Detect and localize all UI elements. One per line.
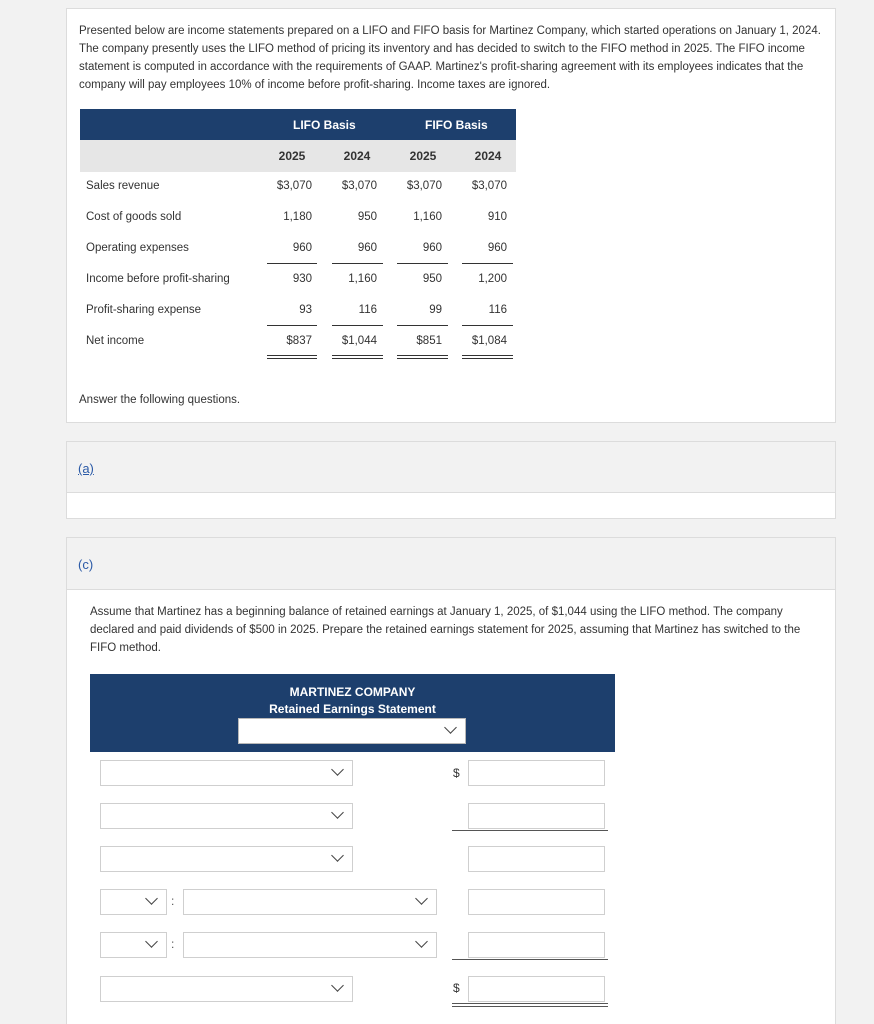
table-cell: $3,070	[471, 180, 507, 192]
row-label: Cost of goods sold	[86, 211, 182, 223]
table-cell: 1,200	[478, 273, 507, 285]
chevron-down-icon	[415, 892, 428, 905]
table-cell: 910	[487, 211, 507, 223]
problem-description: Presented below are income statements prepared on a LIFO and FIFO basis for Martinez Company, which started operations on January 1, 2024. The company presently uses the LIFO method of pricing its inventory and has decided to switch to the FIFO method in 2025. The FIFO income statement is computed in accordance with the requirements of GAAP. Martinez's profit-sharing agreement with its employees indicates that the company will pay employees 10% of income before profit-sharing. Income taxes are ignored.	[79, 25, 821, 91]
divider	[452, 1006, 608, 1007]
table-row	[80, 327, 516, 357]
table-cell: 950	[357, 211, 377, 223]
year-fifo-2024: 2024	[474, 149, 502, 163]
amount-input[interactable]	[468, 760, 605, 786]
account-select[interactable]	[183, 932, 437, 958]
amount-input[interactable]	[468, 889, 605, 915]
chevron-down-icon	[331, 763, 344, 776]
table-cell: $851	[416, 335, 442, 347]
part-a-card	[66, 441, 836, 519]
row-label: Profit-sharing expense	[86, 304, 202, 316]
dollar-sign: $	[453, 981, 460, 995]
table-row	[80, 203, 516, 233]
adjustment-type-select[interactable]	[100, 889, 167, 915]
chevron-down-icon	[331, 979, 344, 992]
fifo-header: FIFO Basis	[425, 118, 488, 132]
lifo-header: LIFO Basis	[293, 118, 356, 132]
table-cell: 930	[292, 273, 312, 285]
table-row	[80, 296, 516, 326]
table-cell: 960	[422, 242, 442, 254]
table-cell: 116	[358, 304, 377, 316]
dollar-sign: $	[453, 766, 460, 780]
statement-header	[90, 674, 615, 752]
problem-card	[66, 8, 836, 423]
adjustment-type-select[interactable]	[100, 932, 167, 958]
divider	[332, 325, 383, 326]
statement-date-select[interactable]	[238, 718, 466, 744]
table-cell: $1,084	[471, 335, 507, 347]
colon-separator: :	[171, 937, 175, 951]
year-lifo-2024: 2024	[343, 149, 371, 163]
table-row	[80, 172, 516, 202]
amount-input[interactable]	[468, 803, 605, 829]
chevron-down-icon	[444, 721, 457, 734]
part-c-instructions: Assume that Martinez has a beginning balance of retained earnings at January 1, 2025, of $1,044 using the LIFO method. The company declared and paid dividends of $500 in 2025. Prepare the retained earnings statement for 2025, assuming that Martinez has switched to the FIFO method.	[90, 606, 801, 654]
divider	[397, 325, 448, 326]
table-cell: $3,070	[276, 180, 312, 192]
divider	[332, 263, 383, 264]
table-cell: 1,160	[348, 273, 377, 285]
amount-input[interactable]	[468, 846, 605, 872]
table-cell: 99	[429, 304, 442, 316]
divider	[462, 355, 513, 356]
row-label: Income before profit-sharing	[86, 273, 230, 285]
divider	[267, 263, 317, 264]
table-cell: 950	[422, 273, 442, 285]
account-select[interactable]	[183, 889, 437, 915]
row-label: Net income	[86, 335, 145, 347]
account-select[interactable]	[100, 760, 353, 786]
company-name: MARTINEZ COMPANY	[289, 685, 416, 699]
year-fifo-2025: 2025	[409, 149, 437, 163]
table-cell: 1,160	[413, 211, 442, 223]
chevron-down-icon	[331, 849, 344, 862]
divider	[397, 355, 448, 356]
table-cell: 960	[292, 242, 312, 254]
year-lifo-2025: 2025	[278, 149, 306, 163]
answer-prompt: Answer the following questions.	[79, 394, 241, 406]
divider	[397, 263, 448, 264]
divider	[332, 355, 383, 356]
row-label: Sales revenue	[86, 180, 160, 192]
year-header-row	[80, 140, 516, 172]
divider	[452, 830, 608, 831]
divider	[452, 1003, 608, 1004]
table-cell: $3,070	[341, 180, 377, 192]
row-label: Operating expenses	[86, 242, 189, 254]
account-select[interactable]	[100, 846, 353, 872]
colon-separator: :	[171, 894, 175, 908]
table-cell: $1,044	[341, 335, 377, 347]
amount-input[interactable]	[468, 932, 605, 958]
account-select[interactable]	[100, 976, 353, 1002]
account-select[interactable]	[100, 803, 353, 829]
part-c-label: (c)	[78, 557, 94, 572]
table-cell: 116	[488, 304, 507, 316]
chevron-down-icon	[145, 935, 158, 948]
part-a-header[interactable]	[67, 442, 835, 493]
part-c-card	[66, 537, 836, 1024]
divider	[462, 263, 513, 264]
divider	[267, 358, 317, 359]
table-header	[80, 109, 516, 140]
divider	[397, 358, 448, 359]
chevron-down-icon	[415, 935, 428, 948]
amount-input[interactable]	[468, 976, 605, 1002]
statement-title: Retained Earnings Statement	[269, 702, 436, 716]
table-cell: $837	[286, 335, 312, 347]
table-cell: 960	[487, 242, 507, 254]
table-cell: 1,180	[283, 211, 312, 223]
divider	[462, 358, 513, 359]
table-cell: 93	[299, 304, 312, 316]
part-a-link[interactable]: (a)	[78, 461, 94, 476]
chevron-down-icon	[145, 892, 158, 905]
divider	[462, 325, 513, 326]
divider	[452, 959, 608, 960]
table-cell: 960	[357, 242, 377, 254]
divider	[267, 355, 317, 356]
table-row	[80, 234, 516, 264]
table-row	[80, 265, 516, 295]
divider	[332, 358, 383, 359]
chevron-down-icon	[331, 806, 344, 819]
table-cell: $3,070	[406, 180, 442, 192]
divider	[267, 325, 317, 326]
part-c-header	[67, 538, 835, 590]
